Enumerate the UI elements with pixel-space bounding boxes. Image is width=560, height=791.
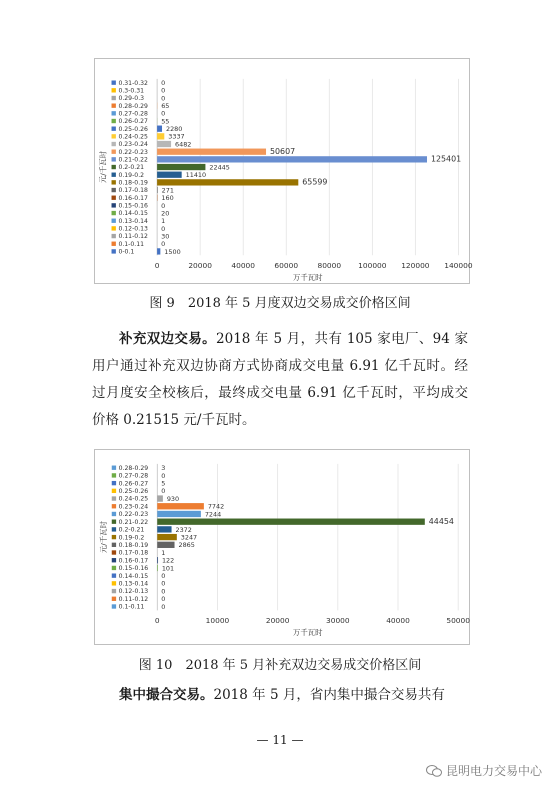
category-label: 0.12-0.13	[118, 588, 149, 596]
data-label: 0	[161, 240, 166, 249]
category-label: 0.25-0.26	[118, 488, 149, 496]
x-tick-label: 120000	[401, 261, 430, 271]
category-label: 0.1-0.11	[118, 603, 145, 611]
figure-10-caption: 图 10 2018 年 5 月补充双边交易成交价格区间	[138, 658, 422, 673]
x-tick-label: 0	[154, 616, 160, 626]
data-label: 2372	[175, 525, 192, 534]
legend-swatch	[112, 111, 116, 115]
category-label: 0.26-0.27	[118, 480, 149, 488]
category-label: 0.28-0.29	[118, 464, 149, 472]
data-label: 0	[161, 86, 166, 95]
category-label: 0.1-0.11	[118, 240, 145, 248]
x-tick-label: 0	[154, 261, 160, 271]
legend-swatch	[112, 203, 116, 207]
legend-swatch	[112, 581, 116, 585]
category-label: 0.27-0.28	[118, 110, 148, 118]
category-label: 0.15-0.16	[118, 565, 149, 573]
data-label: 3337	[168, 132, 185, 141]
category-label: 0.16-0.17	[118, 557, 149, 565]
category-label: 0.26-0.27	[118, 118, 148, 126]
bar	[157, 133, 164, 139]
data-label: 0	[161, 595, 166, 604]
legend-swatch	[112, 142, 116, 146]
category-label: 0.12-0.13	[118, 225, 148, 233]
legend-swatch	[112, 80, 116, 84]
data-label: 6482	[175, 140, 192, 149]
bar	[157, 179, 298, 185]
data-label: 3	[161, 464, 166, 473]
bar	[157, 248, 160, 254]
category-label: 0.22-0.23	[118, 511, 149, 519]
data-label: 271	[161, 186, 174, 195]
legend-swatch	[112, 127, 116, 131]
legend-swatch	[112, 520, 116, 524]
paragraph-lead: 补充双边交易。	[119, 331, 217, 347]
category-label: 0.13-0.14	[118, 580, 149, 588]
data-label: 65	[161, 102, 170, 111]
data-label: 0	[161, 224, 166, 233]
y-axis-label: 元/千瓦时	[98, 150, 108, 184]
bar	[157, 172, 182, 178]
category-label: 0.18-0.19	[118, 541, 149, 549]
category-label: 0.28-0.29	[118, 102, 148, 110]
data-label: 11410	[185, 171, 207, 180]
category-label: 0.27-0.28	[118, 472, 149, 480]
category-label: 0.21-0.22	[118, 156, 148, 164]
x-tick-label: 40000	[231, 261, 256, 271]
legend-swatch	[112, 589, 116, 593]
legend-swatch	[112, 473, 116, 477]
category-label: 0.24-0.25	[118, 495, 149, 503]
legend-swatch	[112, 188, 116, 192]
legend-swatch	[112, 157, 116, 161]
data-label: 1	[161, 548, 166, 557]
data-label: 0	[161, 602, 166, 611]
category-label: 0.19-0.2	[118, 534, 145, 542]
paragraph-centralized-matching	[92, 682, 468, 709]
legend-swatch	[112, 211, 116, 215]
data-label: 2865	[178, 541, 195, 550]
legend-swatch	[112, 103, 116, 107]
x-axis-label: 万千瓦时	[292, 273, 323, 283]
data-label: 1500	[164, 247, 181, 256]
watermark	[426, 762, 542, 779]
chart-fig10-svg	[95, 450, 469, 644]
legend-swatch	[112, 249, 116, 253]
bar	[157, 542, 174, 548]
legend-swatch	[112, 88, 116, 92]
category-label: 0.16-0.17	[118, 194, 148, 202]
x-tick-label: 100000	[358, 261, 387, 271]
category-label: 0.18-0.19	[118, 179, 148, 187]
y-axis-label: 元/千瓦时	[98, 521, 108, 554]
data-label: 125401	[430, 154, 462, 164]
wechat-icon	[426, 765, 442, 777]
data-label: 0	[161, 109, 166, 118]
bar	[157, 557, 158, 563]
x-tick-label: 10000	[205, 616, 230, 626]
category-label: 0.25-0.26	[118, 125, 148, 133]
category-label: 0.11-0.12	[118, 233, 148, 241]
data-label: 101	[161, 564, 175, 573]
data-label: 0	[161, 471, 166, 480]
legend-swatch	[112, 119, 116, 123]
paragraph-body: 2018 年 5 月，省内集中撮合交易共有	[213, 687, 445, 703]
legend-swatch	[112, 512, 116, 516]
bar	[157, 526, 171, 532]
data-label: 30	[161, 232, 170, 241]
legend-swatch	[112, 481, 116, 485]
category-label: 0-0.1	[118, 248, 135, 256]
bar	[157, 164, 205, 170]
x-tick-label: 20000	[188, 261, 212, 271]
legend-swatch	[112, 566, 116, 570]
data-label: 2280	[165, 125, 183, 134]
category-label: 0.19-0.2	[118, 171, 145, 179]
category-label: 0.23-0.24	[118, 141, 148, 149]
legend-swatch	[112, 180, 116, 184]
data-label: 0	[161, 587, 166, 596]
category-label: 0.22-0.23	[118, 148, 148, 156]
chart-fig10	[94, 449, 470, 645]
category-label: 0.11-0.12	[118, 595, 149, 603]
data-label: 0	[161, 572, 166, 581]
chart-fig9	[94, 58, 473, 284]
category-label: 0.17-0.18	[118, 187, 148, 195]
x-tick-label: 40000	[386, 616, 410, 626]
data-label: 1	[161, 217, 166, 226]
bar	[157, 519, 425, 525]
category-label: 0.29-0.3	[118, 95, 145, 103]
category-label: 0.17-0.18	[118, 549, 149, 557]
category-label: 0.15-0.16	[118, 202, 148, 210]
data-label: 0	[161, 94, 166, 103]
x-tick-label: 60000	[274, 261, 299, 271]
category-label: 0.13-0.14	[118, 217, 148, 225]
legend-swatch	[112, 173, 116, 177]
category-label: 0.24-0.25	[118, 133, 148, 141]
bar	[157, 149, 266, 155]
legend-swatch	[112, 543, 116, 547]
category-label: 0.23-0.24	[118, 503, 149, 511]
data-label: 50607	[269, 147, 296, 157]
bar	[157, 495, 163, 501]
legend-swatch	[112, 496, 116, 500]
bar	[157, 511, 201, 517]
data-label: 0	[161, 487, 166, 496]
legend-swatch	[112, 527, 116, 531]
bar	[157, 534, 177, 540]
data-label: 122	[161, 556, 175, 565]
data-label: 930	[166, 494, 180, 503]
bar	[157, 565, 158, 571]
data-label: 160	[161, 194, 174, 203]
legend-swatch	[112, 535, 116, 539]
paragraph-body: 2018 年 5 月，共有 105 家电厂、94 家用户通过补充双边协商方式协商成交电量 6.91 亿千瓦时。经过月度安全校核后，最终成交电量 6.91 亿千瓦时，平均成交价格 0.21515 元/千瓦时。	[92, 331, 469, 428]
category-label: 0.14-0.15	[118, 572, 149, 580]
data-label: 0	[161, 201, 166, 210]
data-label: 7742	[207, 502, 225, 511]
x-tick-label: 80000	[317, 261, 342, 271]
legend-swatch	[112, 196, 116, 200]
x-tick-label: 30000	[326, 616, 350, 626]
x-tick-label: 20000	[265, 616, 290, 626]
category-label: 0.21-0.22	[118, 518, 149, 526]
x-tick-label: 140000	[444, 261, 473, 271]
legend-swatch	[112, 219, 116, 223]
data-label: 0	[161, 79, 166, 88]
legend-swatch	[112, 558, 116, 562]
legend-swatch	[112, 489, 116, 493]
paragraph-supplementary-bilateral	[92, 326, 468, 434]
data-label: 22445	[209, 163, 230, 172]
legend-swatch	[112, 604, 116, 608]
paragraph-lead: 集中撮合交易。	[119, 687, 214, 703]
category-label: 0.3-0.31	[118, 87, 145, 95]
data-label: 0	[161, 579, 166, 588]
bar	[157, 141, 171, 147]
legend-swatch	[112, 466, 116, 470]
legend-swatch	[112, 150, 116, 154]
category-label: 0.14-0.15	[118, 210, 148, 218]
data-label: 3247	[180, 533, 198, 542]
legend-swatch	[112, 573, 116, 577]
legend-swatch	[112, 597, 116, 601]
x-tick-label: 50000	[446, 616, 470, 626]
chart-fig9-svg	[95, 59, 473, 283]
data-label: 7244	[204, 510, 222, 519]
category-label: 0.31-0.32	[118, 79, 148, 87]
legend-swatch	[112, 165, 116, 169]
category-label: 0.2-0.21	[118, 164, 145, 172]
page-number: — 11 —	[256, 733, 304, 747]
data-label: 20	[161, 209, 170, 218]
category-label: 0.2-0.21	[118, 526, 145, 534]
bar	[157, 503, 204, 509]
bar	[157, 187, 158, 193]
legend-swatch	[112, 226, 116, 230]
data-label: 44454	[428, 517, 454, 527]
legend-swatch	[112, 134, 116, 138]
x-axis-label: 万千瓦时	[292, 628, 323, 638]
bar	[157, 126, 162, 132]
legend-swatch	[112, 234, 116, 238]
legend-swatch	[112, 242, 116, 246]
data-label: 5	[161, 479, 166, 488]
watermark-text: 昆明电力交易中心	[445, 764, 542, 778]
bar	[157, 156, 427, 162]
legend-swatch	[112, 504, 116, 508]
legend-swatch	[112, 550, 116, 554]
data-label: 55	[161, 117, 170, 126]
legend-swatch	[112, 96, 116, 100]
data-label: 65599	[302, 177, 328, 187]
figure-9-caption: 图 9 2018 年 5 月度双边交易成交价格区间	[149, 296, 411, 311]
